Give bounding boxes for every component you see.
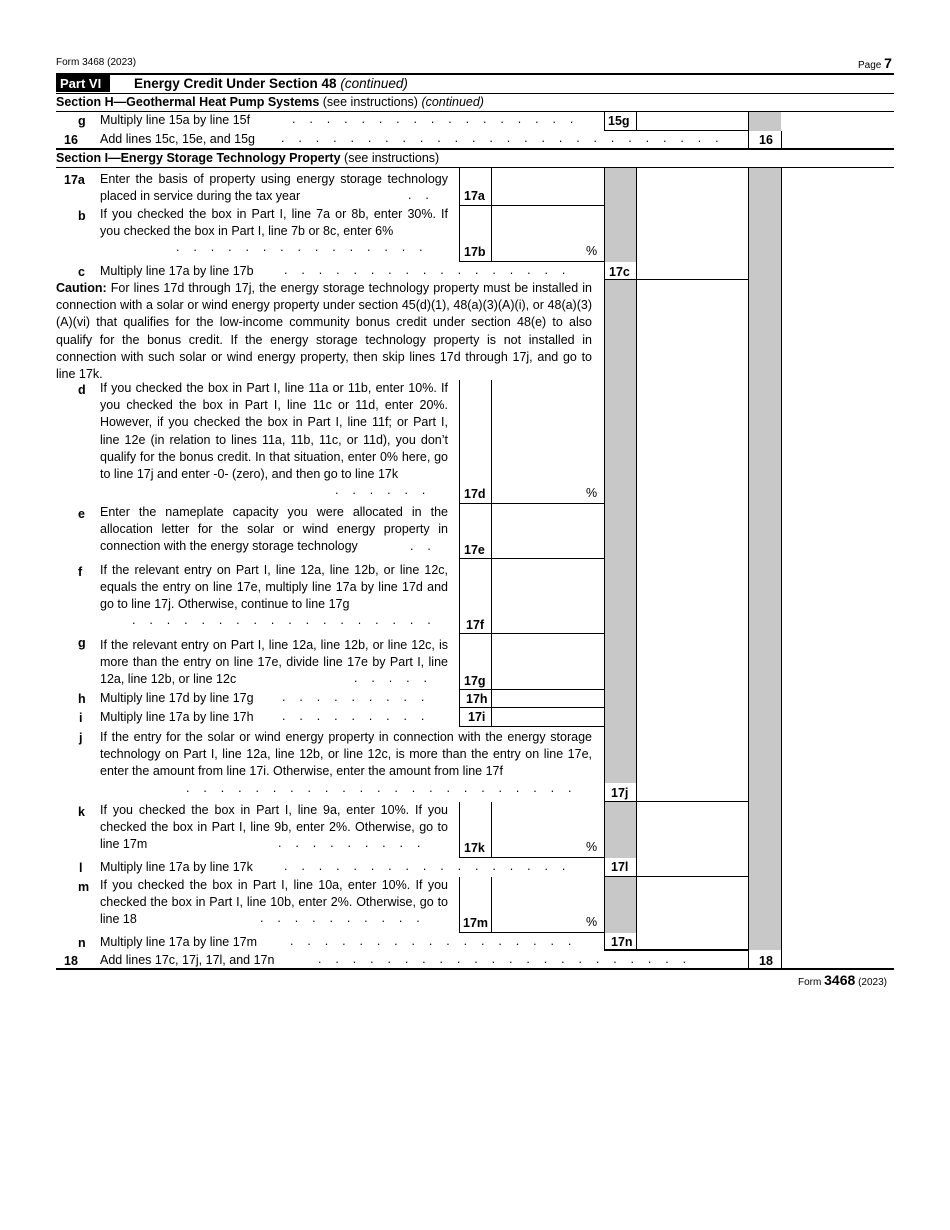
section-h-heading: [56, 95, 484, 109]
line-17g-leader: . . . . .: [354, 671, 427, 685]
line-17i-leader: . . . . . . . . .: [282, 709, 425, 723]
line-16-leader: . . . . . . . . . . . . . . . . . . . . . . . . . .: [281, 131, 719, 145]
line-18-num: 18: [64, 954, 78, 968]
line-17k-num: k: [78, 805, 85, 819]
line-17j-leader: . . . . . . . . . . . . . . . . . . . . . . .: [186, 781, 572, 795]
line-17d-percent-field[interactable]: [492, 380, 604, 503]
line-17b-num: b: [78, 209, 86, 223]
line-17m-box-label: 17m: [463, 916, 489, 930]
line-17b-unit: %: [586, 244, 598, 258]
line-17l-amount-field[interactable]: [637, 858, 748, 876]
line-15g-text: Multiply line 15a by line 15f: [100, 113, 251, 127]
line-17j-text: If the entry for the solar or wind energy property in connection with the energy storage technology on Part I, line 12a, line 12b, or line 12c, is more than the entry on line 17e, enter the amount from line 17i. Otherwise, enter the amount from line 17f: [100, 730, 592, 779]
line-17a-text: Enter the basis of property using energy storage technology placed in service during the tax year: [100, 172, 448, 204]
form-ref-header: Form 3468 (2023): [56, 57, 137, 68]
line-17m-unit: %: [586, 915, 598, 929]
line-16-num: 16: [64, 133, 78, 147]
line-17f-leader: . . . . . . . . . . . . . . . . . .: [132, 613, 431, 627]
caution-block: [56, 280, 592, 383]
line-17j-box-label: 17j: [611, 786, 629, 800]
line-17m-num: m: [78, 880, 90, 894]
line-17b-text: If you checked the box in Part I, line 7a or 8b, enter 30%. If you checked the box in Part I, line 7b or 8c, enter 6%: [100, 207, 448, 239]
line-18-box-label: 18: [759, 954, 773, 968]
line-18-leader: . . . . . . . . . . . . . . . . . . . . . .: [318, 952, 687, 966]
footer-form-num: 3468: [824, 972, 856, 988]
line-17f-box-label: 17f: [466, 618, 485, 632]
section-i-note: (see instructions): [344, 151, 440, 165]
line-17c-num: c: [78, 265, 85, 279]
line-15g-box-label: 15g: [608, 114, 630, 128]
line-17k-unit: %: [586, 840, 598, 854]
line-17d-leader: . . . . . .: [335, 483, 426, 497]
line-17h-leader: . . . . . . . . .: [282, 690, 425, 704]
part-badge: Part VI: [56, 75, 110, 92]
section-i-title: Section I—Energy Storage Technology Property: [56, 151, 341, 165]
footer-form-label: Form: [798, 977, 822, 988]
line-17a-num: 17a: [64, 173, 85, 187]
line-17l-leader: . . . . . . . . . . . . . . . . .: [284, 859, 566, 873]
section-h-note: (see instructions): [322, 95, 418, 109]
section-h-cont: (continued): [421, 95, 484, 109]
line-17f-text: If the relevant entry on Part I, line 12a, line 12b, or line 12c, equals the entry on line 17e, multiply line 17a by line 17d and go to line 17j. Otherwise, continue to line 17g: [100, 563, 448, 612]
caution-label: Caution:: [56, 281, 107, 295]
line-17l-num: l: [79, 861, 83, 875]
line-17e-amount-field[interactable]: [492, 504, 604, 558]
line-17k-text: If you checked the box in Part I, line 9a, enter 10%. If you checked the box in Part I, line 9b, enter 2%. Otherwise, go to line 17m: [100, 803, 448, 852]
line-17c-text: Multiply line 17a by line 17b: [100, 264, 254, 278]
line-17e-box-label: 17e: [464, 543, 485, 557]
line-17g-num: g: [78, 636, 86, 650]
line-17m-leader: . . . . . . . . . .: [260, 911, 420, 925]
line-16-text: Add lines 15c, 15e, and 15g: [100, 132, 255, 146]
line-17c-leader: . . . . . . . . . . . . . . . . .: [284, 263, 566, 277]
caution-text: For lines 17d through 17j, the energy storage technology property must be installed in connection with a solar or wind energy property under section 45(d)(1), 48(a)(3)(A)(i), or 48(a)(3)(A)(vi) that qualifies for the low-income community bonus credit under section 48(e) to also qualify for the bonus credit. If the energy storage technology property is not installed in connection with such solar or wind energy property, then skip lines 17d through 17j, and go to line 17k.: [56, 281, 592, 382]
form-footer: [798, 972, 887, 988]
part-title-suffix: (continued): [340, 76, 408, 91]
line-17n-box-label: 17n: [611, 935, 633, 949]
line-17g-text: If the relevant entry on Part I, line 12a, line 12b, or line 12c, is more than the entry on line 17e, divide line 17e by Part I, line 12a, line 12b, or line 12c: [100, 638, 448, 687]
part-title-text: Energy Credit Under Section 48: [134, 76, 337, 91]
line-17m-text: If you checked the box in Part I, line 10a, enter 10%. If you checked the box in Part I, line 10b, enter 2%. Otherwise, go to line 18: [100, 878, 448, 927]
line-17a-box-label: 17a: [464, 189, 485, 203]
line-17e-num: e: [78, 507, 85, 521]
line-17n-amount-field[interactable]: [637, 933, 748, 950]
line-18-text: Add lines 17c, 17j, 17l, and 17n: [100, 953, 275, 967]
line-17d-text: If you checked the box in Part I, line 11a or 11b, enter 10%. If you checked the box in Part I, line 11c or 11d, enter 20%. However, if you checked the box in Part I, line 11f; or Part I, line 12e (in relation to lines 11a, 11b, 11c, or 11d), you don’t qualify for the bonus credit. In that situation, enter 0% here, go to line 17j and enter -0- (zero), and then go to line 17k: [100, 381, 448, 482]
line-17n-leader: . . . . . . . . . . . . . . . . .: [290, 934, 572, 948]
line-15g-amount-field[interactable]: [637, 112, 748, 131]
line-17n-num: n: [78, 936, 86, 950]
line-17h-num: h: [78, 692, 86, 706]
line-17e-leader: . .: [410, 539, 431, 553]
line-17e-text: Enter the nameplate capacity you were allocated in the allocation letter for the solar or wind energy property in connection with the energy storage technology: [100, 505, 448, 554]
line-15g-leader: . . . . . . . . . . . . . . . . .: [292, 112, 574, 126]
line-17k-leader: . . . . . . . . .: [278, 836, 421, 850]
line-17d-num: d: [78, 383, 86, 397]
line-17i-text: Multiply line 17a by line 17h: [100, 710, 254, 724]
part-title: [134, 75, 408, 92]
line-17d-box-label: 17d: [464, 487, 486, 501]
line-17g-amount-field[interactable]: [492, 634, 604, 689]
line-17i-amount-field[interactable]: [492, 708, 604, 726]
line-17i-box-label: 17i: [468, 710, 486, 724]
page-number: [858, 55, 892, 71]
line-17l-box-label: 17l: [611, 860, 629, 874]
line-18-amount-field[interactable]: [782, 951, 894, 968]
page-num: 7: [884, 55, 892, 71]
section-i-heading: [56, 151, 439, 165]
line-16-amount-field[interactable]: [782, 131, 894, 149]
line-17c-box-label: 17c: [609, 265, 630, 279]
line-17b-box-label: 17b: [464, 245, 486, 259]
line-17i-num: i: [79, 711, 83, 725]
line-17a-leader: . .: [408, 188, 429, 202]
line-17l-text: Multiply line 17a by line 17k: [100, 860, 253, 874]
line-17f-amount-field[interactable]: [492, 559, 604, 633]
line-15g-num: g: [78, 114, 86, 128]
line-17d-unit: %: [586, 486, 598, 500]
line-17k-box-label: 17k: [464, 841, 485, 855]
line-17g-box-label: 17g: [464, 674, 486, 688]
line-17j-num: j: [79, 731, 83, 745]
line-17c-amount-field[interactable]: [637, 262, 748, 280]
line-17n-text: Multiply line 17a by line 17m: [100, 935, 258, 949]
line-17f-num: f: [78, 565, 83, 579]
line-17h-box-label: 17h: [466, 692, 488, 706]
line-17b-leader: . . . . . . . . . . . . . . .: [176, 240, 423, 254]
line-17j-amount-field[interactable]: [637, 783, 748, 801]
line-17a-amount-field[interactable]: [492, 168, 604, 205]
footer-year: (2023): [858, 977, 887, 988]
line-16-box-label: 16: [759, 133, 773, 147]
line-17h-text: Multiply line 17d by line 17g: [100, 691, 254, 705]
page-label: Page: [858, 60, 882, 71]
section-h-title: Section H—Geothermal Heat Pump Systems: [56, 95, 320, 109]
line-17h-amount-field[interactable]: [492, 690, 604, 707]
